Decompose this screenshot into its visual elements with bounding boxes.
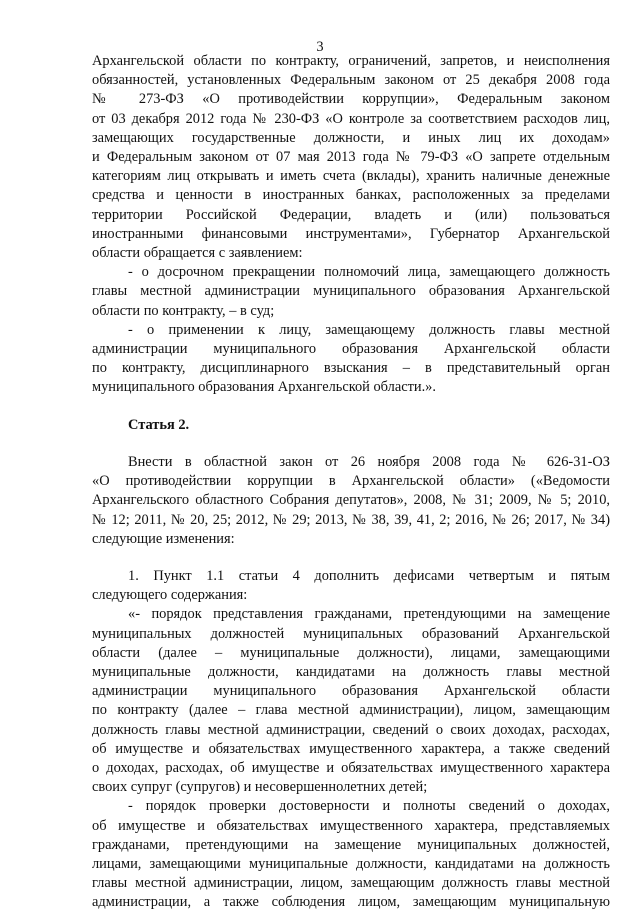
text-line: гражданами, претендующими на замещение муниципальных должностей,: [92, 836, 610, 853]
text-line: администрации муниципального образования Архангельской области: [92, 683, 610, 700]
text-line: замещающих государственные должности, и иных лиц их доходам»: [92, 129, 610, 146]
text-line: своих супруг (супругов) и несовершеннолетних детей;: [92, 779, 428, 796]
text-line: - о применении к лицу, замещающему должность главы местной: [128, 321, 610, 338]
text-line: № 273-ФЗ «О противодействии коррупции», Федеральным законом: [92, 91, 610, 108]
text-line: и Федеральным законом от 07 мая 2013 года № 79-ФЗ «О запрете отдельным: [92, 149, 610, 165]
text-line: области обращается с заявлением:: [92, 245, 303, 261]
text-line: - порядок проверки достоверности и полноты сведений о доходах,: [128, 798, 610, 815]
text-line: администрации, а также соблюдения лицом, замещающим муниципальную: [92, 894, 610, 911]
text-line: обязанностей, установленных Федеральным законом от 25 декабря 2008 года: [92, 72, 610, 89]
text-line: по контракту (далее – глава местной администрации), лицом, замещающим: [92, 702, 610, 719]
text-line: следующие изменения:: [92, 530, 235, 547]
text-line: главы местной администрации, лицом, замещающим должность главы местной: [92, 875, 610, 892]
text-line: области по контракту, – в суд;: [92, 302, 275, 319]
text-line: - о досрочном прекращении полномочий лица, замещающего должность: [128, 264, 610, 281]
text-line: о доходах, расходах, об имуществе и обязательствах имущественного характера: [92, 760, 610, 776]
text-line: администрации муниципального образования Архангельской области: [92, 341, 610, 357]
text-line: об имуществе и обязательствах имущественного характера, а также сведений: [92, 740, 610, 757]
text-line: главы местной администрации муниципального образования Архангельской: [92, 283, 610, 300]
text-line: территории Российской Федерации, владеть и (или) пользоваться: [92, 206, 610, 223]
text-line: от 03 декабря 2012 года № 230-ФЗ «О контроле за соответствием расходов лиц,: [92, 110, 610, 127]
page-number: 3: [316, 39, 324, 55]
text-line: по контракту, дисциплинарного взыскания – в представительный орган: [92, 360, 610, 377]
text-line: следующего содержания:: [92, 587, 248, 604]
text-line: «О противодействии коррупции в Архангельской области» («Ведомости: [92, 473, 610, 490]
text-line: муниципального образования Архангельской области.».: [92, 379, 436, 396]
text-line: Архангельской области по контракту, ограничений, запретов, и неисполнения: [92, 53, 610, 69]
text-line: об имуществе и обязательствах имущественного характера, представляемых: [92, 817, 610, 834]
text-line: 1. Пункт 1.1 статьи 4 дополнить дефисами четвертым и пятым: [128, 568, 610, 584]
text-line: области (далее – муниципальные должности), лицами, замещающими: [92, 644, 610, 661]
text-line: Архангельского областного Собрания депутатов», 2008, № 31; 2009, № 5; 2010,: [92, 492, 610, 509]
text-line: муниципальные должности, кандидатами на должность главы местной: [92, 664, 610, 680]
text-line: лицами, замещающими муниципальные должности, кандидатами на должность: [92, 856, 610, 872]
article-heading: Статья 2.: [128, 417, 190, 433]
text-line: муниципальных должностей муниципальных образований Архангельской: [92, 625, 610, 642]
text-line: должность главы местной администрации, сведений о своих доходах, расходах,: [92, 721, 610, 738]
text-line: иностранными финансовыми инструментами», Губернатор Архангельской: [92, 225, 610, 242]
text-line: № 12; 2011, № 20, 25; 2012, № 29; 2013, № 38, 39, 41, 2; 2016, № 26; 2017, № 34): [92, 511, 610, 528]
text-line: средства и ценности в иностранных банках, расположенных за пределами: [92, 187, 610, 204]
text-line: «- порядок представления гражданами, претендующими на замещение: [128, 606, 610, 623]
text-line: Внести в областной закон от 26 ноября 2008 года № 626-31-ОЗ: [128, 454, 610, 470]
text-line: категориям лиц открывать и иметь счета (вклады), хранить наличные денежные: [92, 168, 610, 185]
